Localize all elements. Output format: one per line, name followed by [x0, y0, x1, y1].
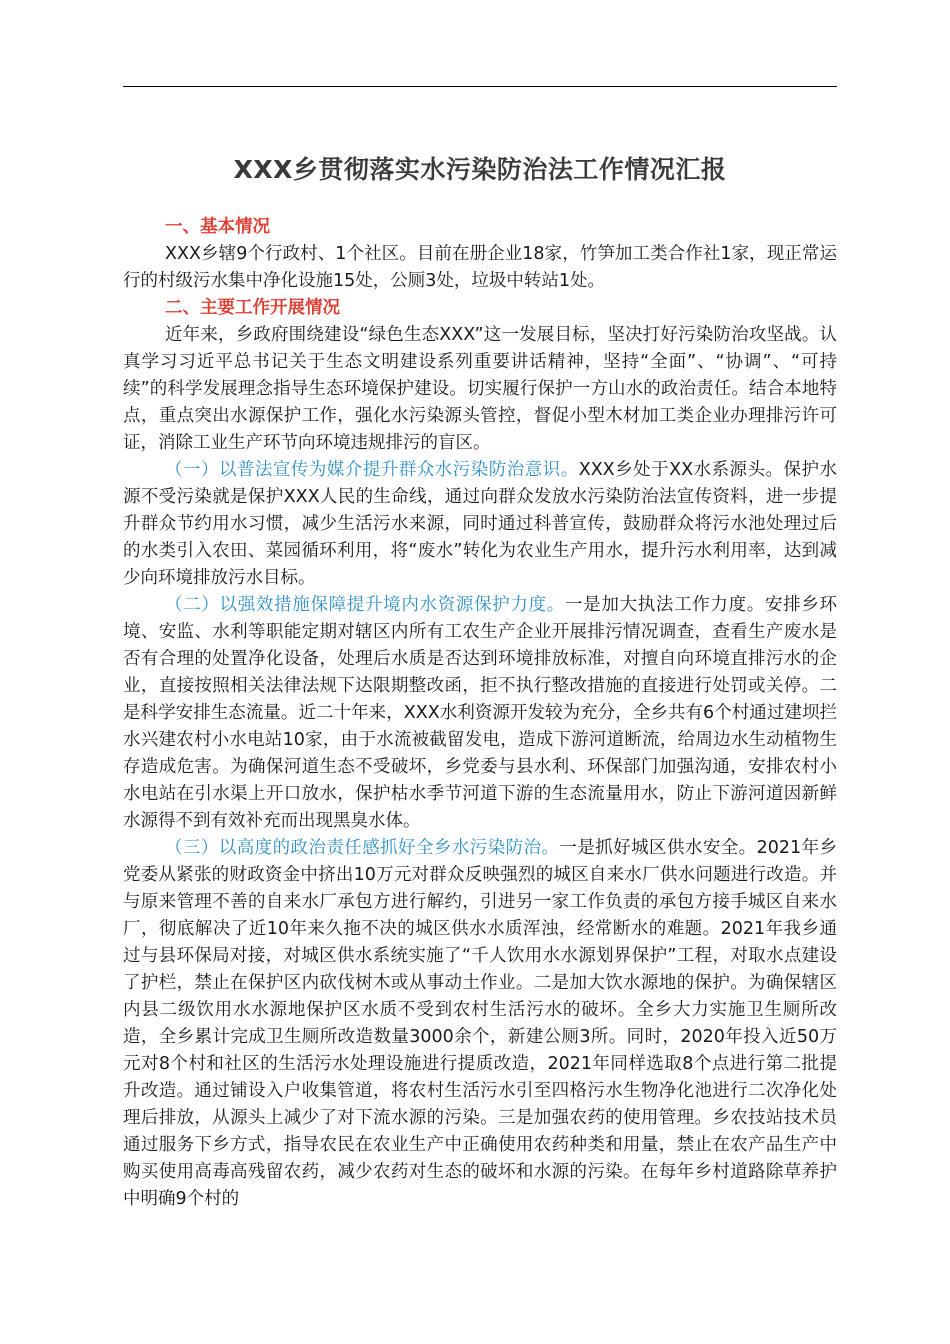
document-body: [123, 214, 837, 1213]
paragraph-protection-measures: [123, 592, 837, 835]
paragraph-legal-publicity: [123, 457, 837, 592]
paragraph-text: XXX乡处于XX水系源头。保护水源不受污染就是保护XXX人民的生命线，通过向群众发放水污染防治法宣传资料，进一步提升群众节约用水习惯，减少生活污水来源，同时通过科普宣传，鼓励群众将污水池处理过后的水类引入农田、菜园循环利用，将“废水”转化为农业生产用水，提升污水利用率，达到减少向环境排放污水目标。: [123, 460, 837, 588]
paragraph-overview: [123, 322, 837, 457]
subsection-heading-1: （一）以普法宣传为媒介提升群众水污染防治意识。: [165, 460, 579, 480]
header-rule: [123, 86, 837, 87]
section-heading-main-work: 二、主要工作开展情况: [165, 298, 340, 318]
paragraph-text: 一是加大执法工作力度。安排乡环境、安监、水利等职能定期对辖区内所有工农生产企业开展排污情况调查，查看生产废水是否有合理的处置净化设备，处理后水质是否达到环境排放标准，对擅自向环境直排污水的企业，直接按照相关法律法规下达限期整改函，拒不执行整改措施的直接进行处罚或关停。二是科学安排生态流量。近二十年来，XXX水利资源开发较为充分，全乡共有6个村通过建坝拦水兴建农村小水电站10家，由于水流被截留发电，造成下游河道断流，给周边水生动植物生存造成危害。为确保河道生态不受破坏，乡党委与县水利、环保部门加强沟通，安排农村小水电站在引水渠上开口放水，保护枯水季节河道下游的生态流量用水，防止下游河道因新鲜水源得不到有效补充而出现黑臭水体。: [123, 595, 838, 831]
paragraph-basic-info: [123, 241, 837, 295]
paragraph-political-responsibility: [123, 835, 837, 1213]
paragraph-text: 近年来，乡政府围绕建设“绿色生态XXX”这一发展目标，坚决打好污染防治攻坚战。认真学习习近平总书记关于生态文明建设系列重要讲话精神，坚持“全面”、“协调”、“可持续”的科学发展理念指导生态环境保护建设。切实履行保护一方山水的政治责任。结合本地特点，重点突出水源保护工作，强化水污染源头管控，督促小型木材加工类企业办理排污许可证，消除工业生产环节向环境违规排污的盲区。: [123, 325, 837, 453]
paragraph-text: 一是抓好城区供水安全。2021年乡党委从紧张的财政资金中挤出10万元对群众反映强烈的城区自来水厂供水问题进行改造。并与原来管理不善的自来水厂承包方进行解约，引进另一家工作负责的承包方接手城区自来水厂，彻底解决了近10年来久拖不决的城区供水水质浑浊，经常断水的难题。2021年我乡通过与县环保局对接，对城区供水系统实施了“千人饮用水水源划界保护”工程，对取水点建设了护栏，禁止在保护区内砍伐树木或从事动土作业。二是加大饮水源地的保护。为确保辖区内县二级饮用水水源地保护区水质不受到农村生活污水的破坏。全乡大力实施卫生厕所改造，全乡累计完成卫生厕所改造数量3000余个，新建公厕3所。同时，2020年投入近50万元对8个村和社区的生活污水处理设施进行提质改造，2021年同样选取8个点进行第二批提升改造。通过铺设入户收集管道，将农村生活污水引至四格污水生物净化池进行二次净化处理后排放，从源头上减少了对下流水源的污染。三是加强农药的使用管理。乡农技站技术员通过服务下乡方式，指导农民在农业生产中正确使用农药种类和用量，禁止在农产品生产中购买使用高毒高残留农药，减少农药对生态的破坏和水源的污染。在每年乡村道路除草养护中明确9个村的: [123, 838, 837, 1209]
section-heading-basic-info: 一、基本情况: [165, 217, 270, 237]
paragraph-text: XXX乡辖9个行政村、1个社区。目前在册企业18家，竹笋加工类合作社1家，现正常运行的村级污水集中净化设施15处，公厕3处，垃圾中转站1处。: [123, 244, 837, 291]
document-title: XXX乡贯彻落实水污染防治法工作情况汇报: [233, 155, 727, 184]
subsection-heading-3: （三）以高度的政治责任感抓好全乡水污染防治。: [165, 838, 560, 858]
subsection-heading-2: （二）以强效措施保障提升境内水资源保护力度。: [165, 595, 565, 615]
